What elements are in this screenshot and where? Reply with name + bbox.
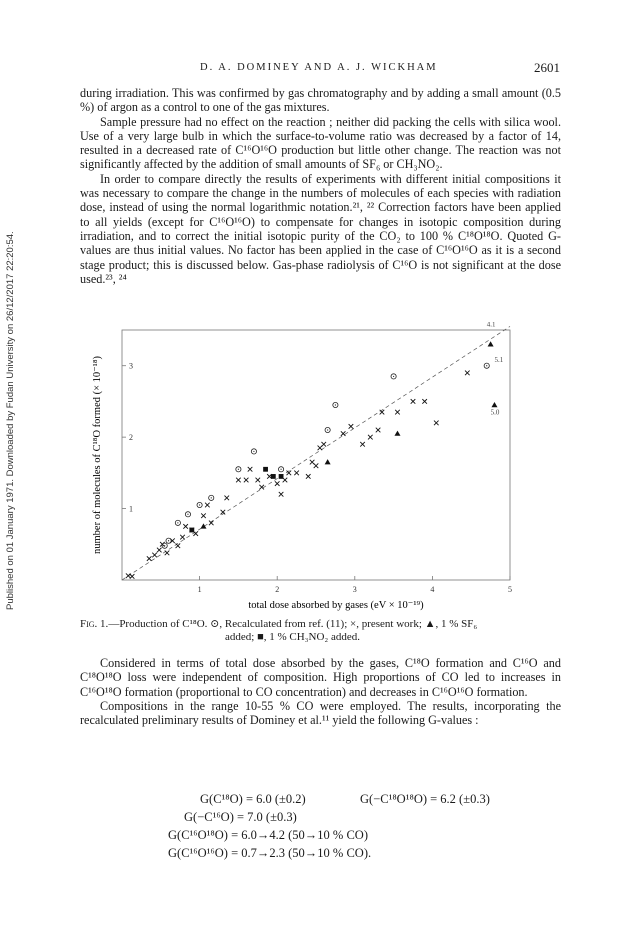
y-tick-label: 1 <box>129 504 133 514</box>
cross-point <box>376 428 381 433</box>
y-axis-label: number of molecules of C¹⁸O formed (× 10⁻¹⁸) <box>92 356 103 554</box>
circle-point <box>185 512 190 517</box>
cross-point <box>256 478 261 483</box>
page-header <box>80 62 560 78</box>
triangle-point <box>488 341 494 346</box>
body-text-top <box>80 86 561 286</box>
cross-point <box>422 399 427 404</box>
cross-point <box>380 410 385 415</box>
triangle-point <box>325 459 331 464</box>
running-title: D. A. DOMINEY AND A. J. WICKHAM <box>200 62 438 73</box>
download-watermark-text: Published on 01 January 1971. Downloaded by Fudan University on 26/12/2017 22:20:54. <box>5 231 16 610</box>
scatter-chart <box>80 322 561 614</box>
circle-point <box>391 374 396 379</box>
fit-line <box>122 326 510 580</box>
circle-dot <box>486 365 487 366</box>
chart-axes <box>122 330 512 594</box>
cross-point <box>183 524 188 529</box>
figure-label: Fig. 1. <box>80 618 109 630</box>
circle-point <box>175 520 180 525</box>
circle-dot <box>253 451 254 452</box>
y-tick-label: 3 <box>129 361 133 371</box>
triangle-point <box>491 402 497 407</box>
point-annotation: 5.1 <box>494 356 504 365</box>
triangle-point <box>394 431 400 436</box>
square-point <box>263 467 268 472</box>
paragraph: Compositions in the range 10-55 % CO were employed. The results, incorporating the recalculated preliminary results of Dominey et al.¹¹ yield the following G-values : <box>80 698 561 728</box>
point-annotation: 4.1 <box>486 322 496 329</box>
caption-line-1: —Production of C¹⁸O. ⊙, Recalculated from ref. (11); ×, present work; ▲, 1 % SF₆ <box>108 618 478 630</box>
equation: G(C¹⁸O) = 6.0 (±0.2) <box>200 792 306 806</box>
circle-point <box>484 363 489 368</box>
paragraph: during irradiation. This was confirmed by gas chromatography and by adding a small amount (0.5 %) of argon as a control to one of the gas mixtures. <box>80 86 561 115</box>
circle-dot <box>335 404 336 405</box>
equation: G(C¹⁶O¹⁸O) = 6.0→4.2 (50→10 % CO) <box>168 828 368 842</box>
paragraph: In order to compare directly the results of experiments with different initial compositions it was necessary to compare the change in the numbers of molecules of each species with radiation dose, instead of using the normal logarithmic notation.²¹, ²² Correction factors have been applied to all yields (except for C¹⁶O¹⁶O) to compensate for changes in isotopic composition during irradiation, and to correct the initial isotopic purity of the CO₂ to 100 % C¹⁸O¹⁸O. Quoted G-values are thus initial values. No factor has been applied in the case of C¹⁶O¹⁶O as it is a second stage product; this is discussed below. Gas-phase radiolysis of C¹⁶O is not significant at the dose used.²³, ²⁴ <box>80 171 561 286</box>
circle-point <box>236 467 241 472</box>
cross-point <box>465 371 470 376</box>
cross-point <box>244 478 249 483</box>
figure-1 <box>80 322 561 612</box>
cross-point <box>165 551 170 556</box>
circle-point <box>333 402 338 407</box>
x-tick-label: 1 <box>197 585 202 594</box>
cross-point <box>248 467 253 472</box>
circle-point <box>197 502 202 507</box>
caption-line-2: added; ■, 1 % CH₃NO₂ added. <box>225 631 360 643</box>
circle-point <box>209 495 214 500</box>
cross-point <box>341 431 346 436</box>
cross-point <box>314 463 319 468</box>
circle-dot <box>164 545 165 546</box>
x-axis-label: total dose absorbed by gases (eV × 10⁻¹⁹) <box>248 600 424 611</box>
circle-dot <box>393 376 394 377</box>
cross-point <box>209 521 214 526</box>
paragraph: Considered in terms of total dose absorbed by the gases, C¹⁸O formation and C¹⁶O and C¹⁸O¹⁸O loss were independent of composition. High proportions of CO led to increases in C¹⁶O¹⁸O formation (proportional to CO concentration) and decreases in C¹⁶O¹⁶O formation. <box>80 656 561 699</box>
cross-point <box>368 435 373 440</box>
point-annotation: 5.0 <box>490 408 500 417</box>
y-tick-label: 2 <box>129 433 133 443</box>
circle-point <box>162 543 167 548</box>
cross-point <box>294 471 299 476</box>
body-text-bottom <box>80 656 561 727</box>
circle-dot <box>280 469 281 470</box>
circle-dot <box>168 540 169 541</box>
cross-point <box>279 492 284 497</box>
circle-dot <box>199 504 200 505</box>
cross-point <box>360 442 365 447</box>
download-watermark <box>5 190 19 610</box>
x-tick-label: 2 <box>275 585 280 594</box>
circle-point <box>251 449 256 454</box>
cross-point <box>395 410 400 415</box>
cross-point <box>147 556 152 561</box>
figure-caption <box>80 618 561 644</box>
cross-point <box>201 513 206 518</box>
circle-dot <box>327 429 328 430</box>
g-value-equations <box>160 790 560 862</box>
triangle-point <box>200 523 206 528</box>
circle-point <box>278 467 283 472</box>
cross-point <box>180 535 185 540</box>
x-tick-label: 3 <box>352 585 357 594</box>
circle-point <box>325 427 330 432</box>
cross-point <box>275 481 280 486</box>
x-tick-label: 4 <box>430 585 435 594</box>
x-tick-label: 5 <box>508 585 512 594</box>
plot-frame <box>122 330 510 580</box>
cross-point <box>259 485 264 490</box>
cross-point <box>224 496 229 501</box>
circle-dot <box>177 522 178 523</box>
cross-point <box>321 442 326 447</box>
chart-marks <box>122 322 510 580</box>
square-point <box>189 528 194 533</box>
cross-point <box>411 399 416 404</box>
circle-point <box>166 538 171 543</box>
cross-point <box>434 421 439 426</box>
equation: G(C¹⁶O¹⁶O) = 0.7→2.3 (50→10 % CO). <box>168 846 372 860</box>
cross-point <box>176 543 181 548</box>
cross-point <box>130 574 135 579</box>
cross-point <box>157 548 162 553</box>
square-point <box>271 474 276 479</box>
cross-point <box>349 424 354 429</box>
equation: G(−C¹⁶O) = 7.0 (±0.3) <box>184 810 297 824</box>
circle-dot <box>211 497 212 498</box>
circle-dot <box>238 469 239 470</box>
page-number: 2601 <box>534 60 560 75</box>
cross-point <box>152 553 157 558</box>
cross-point <box>205 503 210 508</box>
square-point <box>279 474 284 479</box>
cross-point <box>236 478 241 483</box>
circle-dot <box>187 514 188 515</box>
equation: G(−C¹⁸O¹⁸O) = 6.2 (±0.3) <box>360 792 490 806</box>
cross-point <box>306 474 311 479</box>
paragraph: Sample pressure had no effect on the reaction ; neither did packing the cells with silica wool. Use of a very large bulb in which the surface-to-volume ratio was decreased by a factor of 14, resulted in a decreased rate of C¹⁶O¹⁶O production but little other change. The reaction was not significantly affected by the addition of small amounts of SF₆ or CH₃NO₂. <box>80 114 561 172</box>
